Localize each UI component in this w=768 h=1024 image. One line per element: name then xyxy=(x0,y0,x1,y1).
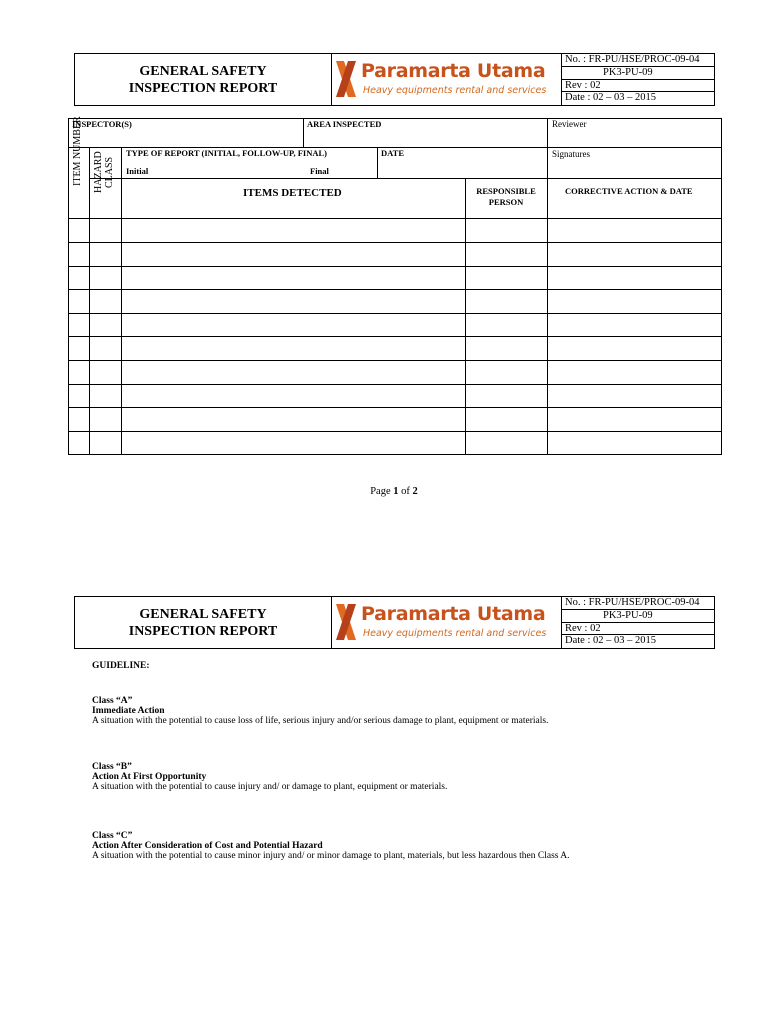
form-title xyxy=(75,54,332,105)
brand-tagline: Heavy equipments rental and services xyxy=(363,628,547,639)
form-title xyxy=(75,597,332,648)
doc-rev: Rev : 02 xyxy=(561,623,714,636)
class-action: Immediate Action xyxy=(92,706,165,716)
final-label: Final xyxy=(310,166,329,176)
doc-date: Date : 02 – 03 – 2015 xyxy=(565,92,656,104)
guideline-heading: GUIDELINE: xyxy=(92,661,150,671)
guideline-class-a xyxy=(92,696,548,726)
class-description: A situation with the potential to cause injury and/ or damage to plant, equipment or materials. xyxy=(92,782,448,792)
doc-rev: Rev : 02 xyxy=(561,80,714,93)
document-info xyxy=(561,54,714,105)
guideline-class-b xyxy=(92,762,447,792)
doc-number-2: PK3-PU-09 xyxy=(561,67,714,80)
brand-name: Paramarta Utama xyxy=(361,60,546,82)
class-action: Action After Consideration of Cost and Potential Hazard xyxy=(92,841,323,851)
document-header-page-2 xyxy=(74,596,715,649)
page-number: Page 1 of 2 xyxy=(370,486,418,497)
corrective-action-header: CORRECTIVE ACTION & DATE xyxy=(565,186,693,196)
title-line-2: INSPECTION REPORT xyxy=(128,623,278,639)
type-of-report-label: TYPE OF REPORT (INITIAL, FOLLOW-UP, FINAL) xyxy=(126,148,327,158)
responsible-header-2: PERSON xyxy=(488,197,524,207)
signatures-label: Signatures xyxy=(552,149,590,159)
items-detected-header: ITEMS DETECTED xyxy=(243,187,342,199)
doc-number-2: PK3-PU-09 xyxy=(561,610,714,623)
company-logo xyxy=(331,597,562,648)
brand-name: Paramarta Utama xyxy=(361,603,546,625)
doc-number: No. : FR-PU/HSE/PROC-09-04 xyxy=(561,54,714,67)
title-line-2: INSPECTION REPORT xyxy=(128,80,278,96)
doc-date: Date : 02 – 03 – 2015 xyxy=(565,635,656,647)
date-label: DATE xyxy=(381,148,404,158)
document-header xyxy=(74,53,715,106)
hazard-label: HAZARD xyxy=(93,151,104,193)
reviewer-label: Reviewer xyxy=(552,119,587,129)
guideline-class-c xyxy=(92,831,570,861)
inspectors-label: INSPECTOR(S) xyxy=(72,119,132,129)
class-name: Class “B” xyxy=(92,762,132,772)
title-line-1: GENERAL SAFETY xyxy=(139,63,267,79)
class-action: Action At First Opportunity xyxy=(92,772,207,782)
class-label: CLASS xyxy=(104,156,115,188)
class-name: Class “C” xyxy=(92,831,133,841)
inspection-form xyxy=(68,118,722,455)
initial-label: Initial xyxy=(126,166,149,176)
company-logo xyxy=(331,54,562,105)
responsible-header-1: RESPONSIBLE xyxy=(476,186,536,196)
class-description: A situation with the potential to cause minor injury and/ or minor damage to plant, materials, but less hazardous then Class A. xyxy=(92,851,570,861)
brand-tagline: Heavy equipments rental and services xyxy=(363,85,547,96)
area-inspected-label: AREA INSPECTED xyxy=(307,119,382,129)
class-name: Class “A” xyxy=(92,696,133,706)
logo-x-icon xyxy=(334,602,358,642)
form-frame xyxy=(68,118,722,455)
title-line-1: GENERAL SAFETY xyxy=(139,606,267,622)
class-description: A situation with the potential to cause loss of life, serious injury and/or serious damage to plant, equipment or materials. xyxy=(92,716,549,726)
logo-x-icon xyxy=(334,59,358,99)
doc-number: No. : FR-PU/HSE/PROC-09-04 xyxy=(561,597,714,610)
item-number-label: ITEM NUMBER xyxy=(72,116,83,186)
document-info xyxy=(561,597,714,648)
